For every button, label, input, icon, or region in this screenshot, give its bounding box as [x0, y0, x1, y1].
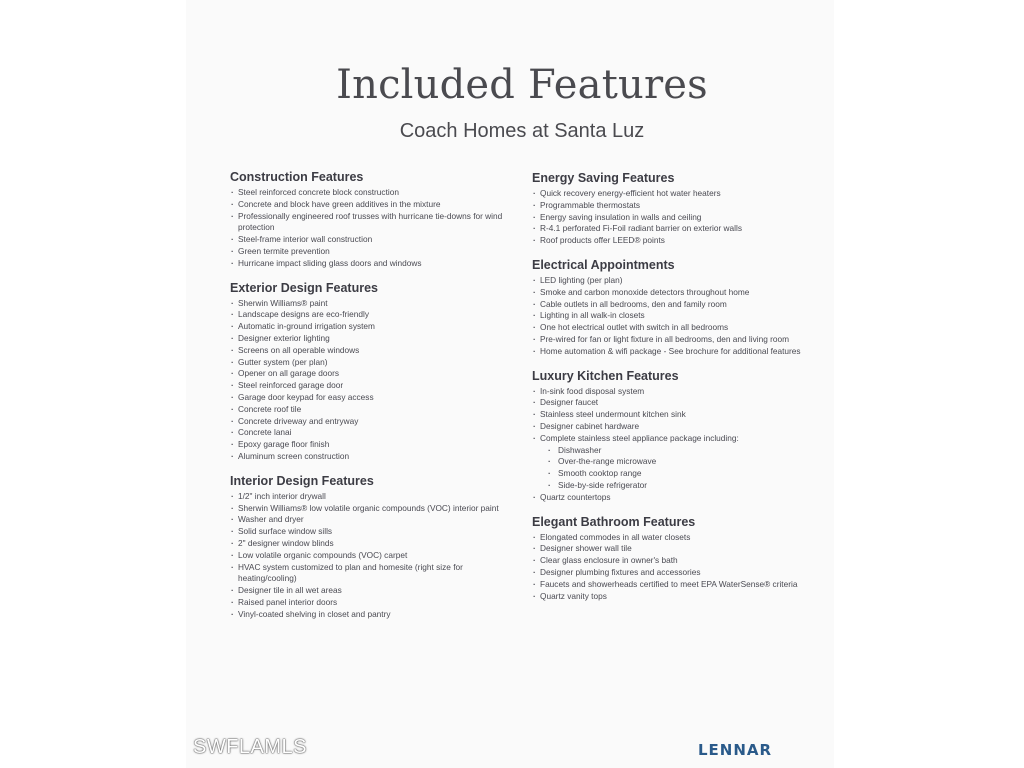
list-item: · Complete stainless steel appliance package including:: [532, 433, 822, 445]
list-item: · LED lighting (per plan): [532, 275, 822, 287]
section-heading: Electrical Appointments: [532, 257, 675, 272]
section-heading: Exterior Design Features: [230, 280, 378, 295]
list-item: · Opener on all garage doors: [230, 368, 520, 380]
section-heading: Luxury Kitchen Features: [532, 368, 679, 383]
section-heading: Interior Design Features: [230, 473, 374, 488]
list-item: · Faucets and showerheads certified to meet EPA WaterSense® criteria: [532, 579, 822, 591]
feature-list: [532, 188, 822, 247]
feature-list: [532, 386, 822, 504]
feature-list: [230, 491, 520, 621]
list-item: · Washer and dryer: [230, 514, 520, 526]
section-luxury-kitchen: [532, 369, 822, 504]
feature-list: [230, 298, 520, 463]
list-item: · Cable outlets in all bedrooms, den and family room: [532, 299, 822, 311]
feature-list: [532, 275, 822, 358]
left-column: [230, 170, 520, 632]
list-item: · Sherwin Williams® paint: [230, 298, 520, 310]
page-subtitle: Coach Homes at Santa Luz: [399, 120, 645, 142]
list-item: · Sherwin Williams® low volatile organic compounds (VOC) interior paint: [230, 503, 520, 515]
section-construction: [230, 170, 520, 270]
list-item: · Green termite prevention: [230, 246, 520, 258]
section-heading: Energy Saving Features: [532, 171, 675, 185]
list-item: · Smoke and carbon monoxide detectors throughout home: [532, 287, 822, 299]
list-item: · Epoxy garage floor finish: [230, 439, 520, 451]
list-item: · R-4.1 perforated Fi-Foil radiant barrier on exterior walls: [532, 223, 822, 235]
list-item: · Home automation & wifi package - See brochure for additional features: [532, 346, 822, 358]
list-item: · Concrete driveway and entryway: [230, 416, 520, 428]
list-item: · Stainless steel undermount kitchen sink: [532, 409, 822, 421]
list-item: · Elongated commodes in all water closets: [532, 532, 822, 544]
list-item: · In-sink food disposal system: [532, 386, 822, 398]
list-item: · Pre-wired for fan or light fixture in all bedrooms, den and living room: [532, 334, 822, 346]
list-item: · Designer faucet: [532, 397, 822, 409]
list-item: · Steel reinforced garage door: [230, 380, 520, 392]
list-item: · Hurricane impact sliding glass doors and windows: [230, 258, 520, 270]
list-item: · Professionally engineered roof trusses with hurricane tie-downs for wind protection: [230, 211, 520, 235]
list-item: · Landscape designs are eco-friendly: [230, 309, 520, 321]
list-item: · 1/2" inch interior drywall: [230, 491, 520, 503]
list-item: · HVAC system customized to plan and homesite (right size for heating/cooling): [230, 562, 520, 586]
list-item: · Designer tile in all wet areas: [230, 585, 520, 597]
sub-list-item: · Dishwasher: [532, 445, 822, 457]
list-item: · Screens on all operable windows: [230, 345, 520, 357]
list-item: · Gutter system (per plan): [230, 357, 520, 369]
sub-list-item: · Side-by-side refrigerator: [532, 480, 822, 492]
list-item: · Roof products offer LEED® points: [532, 235, 822, 247]
list-item: · Concrete roof tile: [230, 404, 520, 416]
watermark: SWFLAMLS: [193, 736, 308, 758]
section-heading: Elegant Bathroom Features: [532, 514, 696, 529]
section-energy-saving: [532, 171, 822, 247]
list-item: · Designer plumbing fixtures and accessories: [532, 567, 822, 579]
section-electrical: [532, 258, 822, 358]
list-item: · Solid surface window sills: [230, 526, 520, 538]
list-item: · Raised panel interior doors: [230, 597, 520, 609]
list-item: · Clear glass enclosure in owner's bath: [532, 555, 822, 567]
section-exterior-design: [230, 281, 520, 463]
list-item: · Garage door keypad for easy access: [230, 392, 520, 404]
list-item: · Designer exterior lighting: [230, 333, 520, 345]
list-item: · Automatic in-ground irrigation system: [230, 321, 520, 333]
list-item: · 2" designer window blinds: [230, 538, 520, 550]
section-interior-design: [230, 474, 520, 621]
list-item: · Programmable thermostats: [532, 200, 822, 212]
list-item: · Designer shower wall tile: [532, 543, 822, 555]
list-item: · Low volatile organic compounds (VOC) carpet: [230, 550, 520, 562]
section-elegant-bathroom: [532, 515, 822, 603]
list-item: · Quick recovery energy-efficient hot water heaters: [532, 188, 822, 200]
feature-list: [532, 532, 822, 603]
list-item: · Quartz vanity tops: [532, 591, 822, 603]
list-item: · Concrete lanai: [230, 427, 520, 439]
list-item: · Energy saving insulation in walls and ceiling: [532, 212, 822, 224]
list-item: · Designer cabinet hardware: [532, 421, 822, 433]
list-item: · Aluminum screen construction: [230, 451, 520, 463]
sub-list-item: · Over-the-range microwave: [532, 456, 822, 468]
list-item: · Concrete and block have green additives in the mixture: [230, 199, 520, 211]
list-item: · Lighting in all walk-in closets: [532, 310, 822, 322]
section-heading: Construction Features: [230, 170, 364, 184]
feature-list: [230, 187, 520, 270]
list-item: · Vinyl-coated shelving in closet and pantry: [230, 609, 520, 621]
page-title: Included Features: [336, 62, 708, 108]
sub-list-item: · Smooth cooktop range: [532, 468, 822, 480]
right-column: [532, 171, 822, 613]
list-item: · Steel reinforced concrete block construction: [230, 187, 520, 199]
list-item: · One hot electrical outlet with switch in all bedrooms: [532, 322, 822, 334]
list-item: · Quartz countertops: [532, 492, 822, 504]
list-item: · Steel-frame interior wall construction: [230, 234, 520, 246]
lennar-logo: LENNAR: [698, 741, 773, 759]
